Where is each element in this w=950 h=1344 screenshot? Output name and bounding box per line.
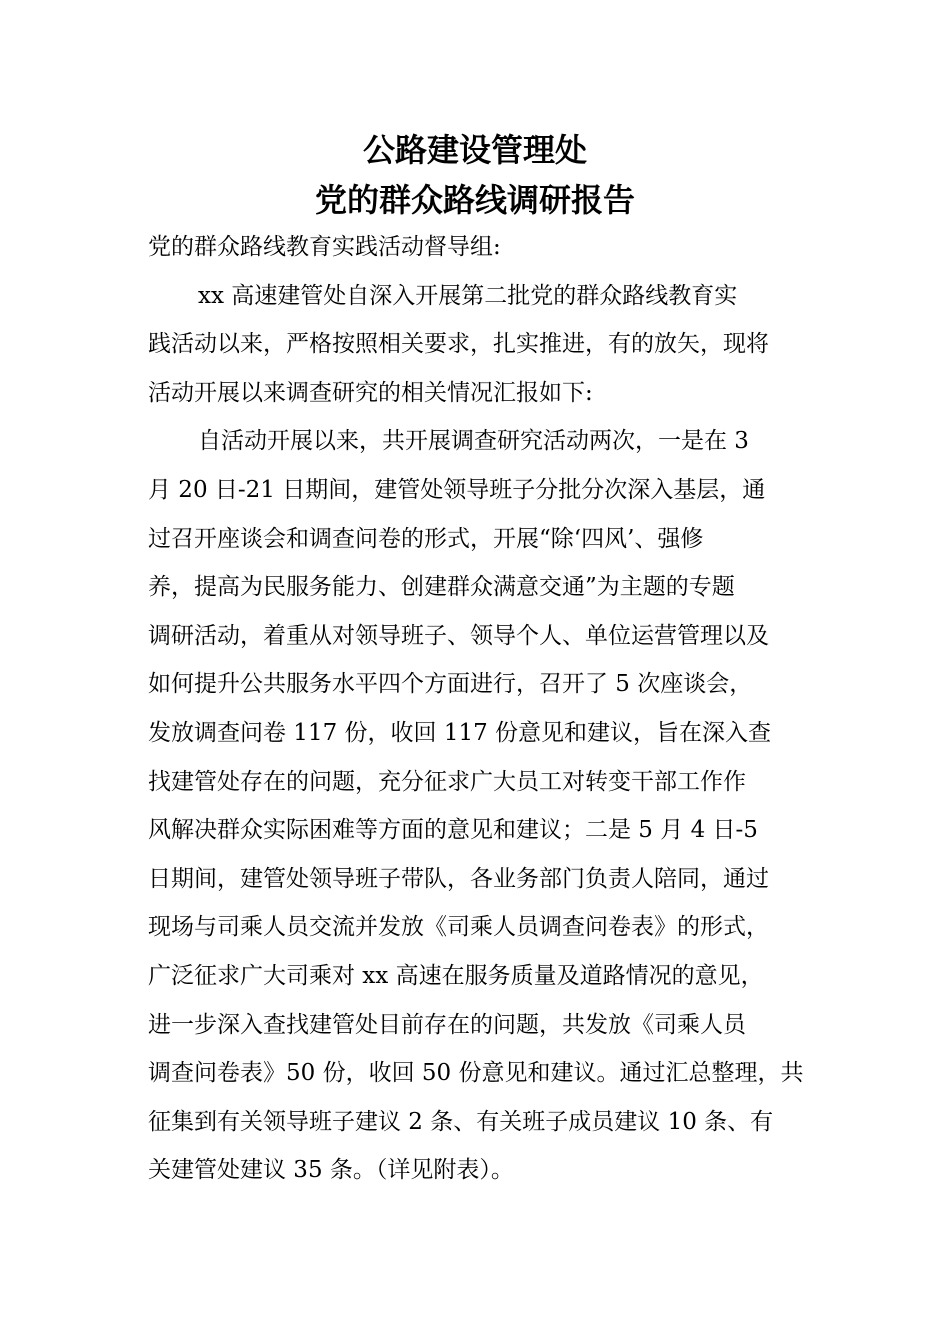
document-title-line-1: 公路建设管理处 [362, 131, 587, 169]
body-line: 现场与司乘人员交流并发放《司乘人员调查问卷表》的形式， [148, 914, 769, 941]
body-line: xx 高速建管处自深入开展第二批党的群众路线教育实 [198, 282, 738, 309]
body-line: 活动开展以来调查研究的相关情况汇报如下: [148, 379, 593, 406]
body-line: 月 20 日-21 日期间，建管处领导班子分批分次深入基层，通 [148, 477, 766, 503]
body-line: 践活动以来，严格按照相关要求，扎实推进，有的放矢，现将 [148, 331, 769, 358]
document-title-line-2: 党的群众路线调研报告 [314, 181, 635, 219]
body-line: 找建管处存在的问题，充分征求广大员工对转变干部工作作 [148, 768, 746, 795]
body-line: 养，提高为民服务能力、创建群众满意交通”为主题的专题 [148, 574, 735, 601]
body-line: 风解决群众实际困难等方面的意见和建议；二是 5 月 4 日-5 [148, 817, 758, 844]
body-line: 过召开座谈会和调查问卷的形式，开展“除‘四风’、强修 [148, 525, 704, 552]
body-line: 调研活动，着重从对领导班子、领导个人、单位运营管理以及 [148, 622, 769, 649]
body-line: 日期间，建管处领导班子带队，各业务部门负责人陪同，通过 [148, 865, 769, 892]
body-line: 进一步深入查找建管处目前存在的问题，共发放《司乘人员 [148, 1011, 746, 1038]
body-line: 调查问卷表》50 份，收回 50 份意见和建议。通过汇总整理，共 [148, 1060, 804, 1087]
body-line: 自活动开展以来，共开展调查研究活动两次，一是在 3 [198, 428, 749, 455]
body-line: 征集到有关领导班子建议 2 条、有关班子成员建议 10 条、有 [148, 1108, 774, 1135]
body-line: 如何提升公共服务水平四个方面进行，召开了 5 次座谈会， [148, 671, 753, 698]
body-line: 广泛征求广大司乘对 xx 高速在服务质量及道路情况的意见， [148, 963, 764, 989]
body-line: 发放调查问卷 117 份，收回 117 份意见和建议，旨在深入查 [148, 720, 772, 746]
body-line: 党的群众路线教育实践活动督导组: [148, 234, 501, 260]
body-line: 关建管处建议 35 条。（详见附表）。 [148, 1157, 514, 1184]
